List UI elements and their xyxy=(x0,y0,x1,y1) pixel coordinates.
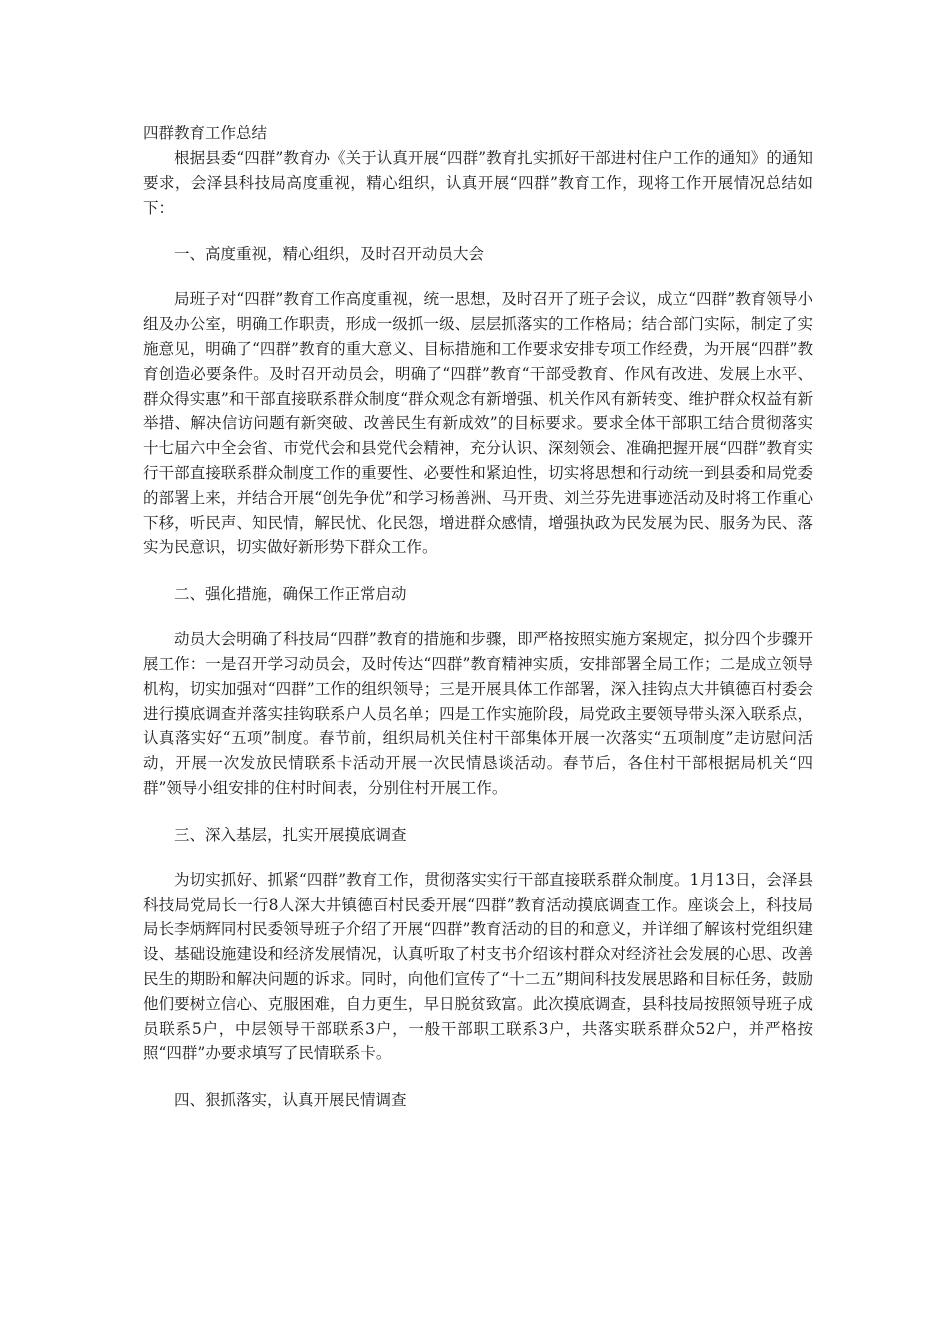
section-4-heading: 四、狠抓落实，认真开展民情调查 xyxy=(174,1091,407,1110)
section-3-heading: 三、深入基层，扎实开展摸底调查 xyxy=(174,825,407,844)
document-page xyxy=(143,120,813,1113)
section-3-body: 为切实抓好、抓紧“四群”教育工作，贯彻落实实行干部直接联系群众制度。1月13日，会泽县科技局党局长一行8人深大井镇德百村民委开展“四群”教育活动摸底调查工作。座谈会上，科技局局长李炳辉同村民委领导班子介绍了开展“四群”教育活动的目的和意义，并详细了解该村党组织建设、基础设施建设和经济发展情况，认真听取了村支书介绍该村群众对经济社会发展的心思、改善民生的期盼和解决问题的诉求。同时，向他们宣传了“十二五”期间科技发展思路和目标任务，鼓励他们要树立信心、克服困难，自力更生，早日脱贫致富。此次摸底调查，县科技局按照领导班子成员联系5户，中层领导干部联系3户，一般干部职工联系3户，共落实联系群众52户，并严格按照“四群”办要求填写了民情联系卡。 xyxy=(143,870,813,1063)
intro-paragraph: 根据县委“四群”教育办《关于认真开展“四群”教育扎实抓好干部进村住户工作的通知》的通知要求，会泽县科技局高度重视，精心组织，认真开展“四群”教育工作，现将工作开展情况总结如下： xyxy=(143,149,813,217)
section-1-heading: 一、高度重视，精心组织，及时召开动员大会 xyxy=(174,245,485,264)
section-2-body: 动员大会明确了科技局“四群”教育的措施和步骤，即严格按照实施方案规定，拟分四个步骤开展工作：一是召开学习动员会，及时传达“四群”教育精神实质，安排部署全局工作；二是成立领导机构，切实加强对“四群”工作的组织领导；三是开展具体工作部署，深入挂钩点大井镇德百村委会进行摸底调查并落实挂钩联系户人员名单；四是工作实施阶段，局党政主要领导带头深入联系点，认真落实好“五项”制度。春节前，组织局机关住村干部集体开展一次落实“五项制度”走访慰问活动，开展一次发放民情联系卡活动开展一次民情恳谈活动。春节后，各住村干部根据局机关“四群”领导小组安排的住村时间表，分别住村开展工作。 xyxy=(143,630,813,797)
document-title: 四群教育工作总结 xyxy=(143,124,268,142)
section-2-heading: 二、强化措施，确保工作正常启动 xyxy=(174,585,407,604)
section-1-body: 局班子对“四群”教育工作高度重视，统一思想，及时召开了班子会议，成立“四群”教育领导小组及办公室，明确工作职责，形成一级抓一级、层层抓落实的工作格局；结合部门实际，制定了实施意见，明确了“四群”教育的重大意义、目标措施和工作要求安排专项工作经费，为开展“四群”教育创造必要条件。及时召开动员会，明确了“四群”教育“干部受教育、作风有改进、发展上水平、群众得实惠”和干部直接联系群众制度“群众观念有新增强、机关作风有新转变、维护群众权益有新举措、解决信访问题有新突破、改善民生有新成效”的目标要求。要求全体干部职工结合贯彻落实十七届六中全会省、市党代会和县党代会精神，充分认识、深刻领会、准确把握开展“四群”教育实行干部直接联系群众制度工作的重要性、必要性和紧迫性，切实将思想和行动统一到县委和局党委的部署上来，并结合开展“创先争优”和学习杨善洲、马开贵、刘兰芬先进事迹活动及时将工作重心下移，听民声、知民情，解民忧、化民怨，增进群众感情，增强执政为民发展为民、服务为民、落实为民意识，切实做好新形势下群众工作。 xyxy=(143,290,813,557)
